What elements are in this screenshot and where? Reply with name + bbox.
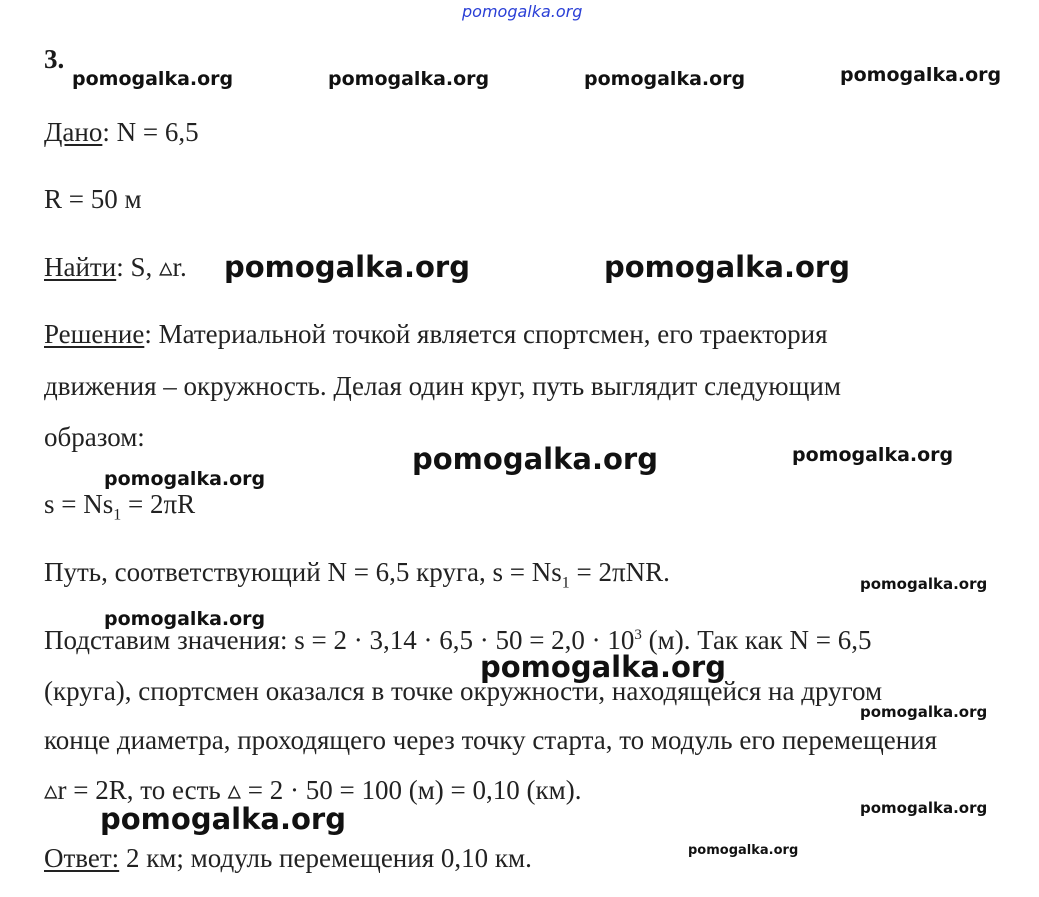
find-label: Найти — [44, 252, 117, 282]
formula1-part-b: = 2πR — [121, 489, 196, 519]
solution-line-3: образом: — [44, 422, 145, 452]
watermark: pomogalka.org — [840, 64, 1002, 86]
line5-superscript: 3 — [634, 627, 642, 643]
given-n: N = 6,5 — [116, 117, 199, 147]
watermark: pomogalka.org — [104, 468, 266, 490]
watermark: pomogalka.org — [100, 802, 346, 836]
watermark: pomogalka.org — [584, 68, 746, 90]
solution-label: Решение — [44, 319, 145, 349]
watermark: pomogalka.org — [72, 68, 234, 90]
given-r: R = 50 м — [44, 184, 142, 214]
solution-line-1: Решение: Материальной точкой является спортсмен, его траектория — [44, 319, 828, 349]
solution-line-8: ▵r = 2R, то есть ▵ = 2 · 50 = 100 (м) = 0,10 (км). — [44, 775, 582, 805]
watermark: pomogalka.org — [328, 68, 490, 90]
solution-line-4 — [44, 556, 670, 592]
solution-line-6: (круга), спортсмен оказался в точке окружности, находящейся на другом — [44, 676, 883, 706]
answer-block — [44, 842, 532, 874]
solution-line-2: движения – окружность. Делая один круг, путь выглядит следующим — [44, 371, 841, 401]
watermark: pomogalka.org — [412, 442, 658, 476]
solution-text-1: Материальной точкой является спортсмен, его траектория — [158, 319, 828, 349]
formula-path-one-lap — [44, 488, 196, 524]
answer-value: 2 км; модуль перемещения 0,10 км. — [119, 843, 532, 873]
formula1-subscript: 1 — [113, 506, 122, 524]
solution-line-7: конце диаметра, проходящего через точку старта, то модуль его перемещения — [44, 725, 938, 755]
header-watermark: pomogalka.org — [462, 2, 583, 21]
line4-subscript: 1 — [561, 574, 570, 592]
formula1-part-a: s = Ns — [44, 489, 114, 519]
watermark: pomogalka.org — [792, 444, 954, 466]
watermark: pomogalka.org — [688, 843, 799, 858]
watermark: pomogalka.org — [860, 799, 988, 817]
line5-part-b: (м). Так как N = 6,5 — [641, 625, 872, 655]
watermark: pomogalka.org — [104, 608, 266, 630]
line5-part-a: Подставим значения: s = 2 · 3,14 · 6,5 · 50 = 2,0 · 10 — [44, 625, 635, 655]
line4-part-a: Путь, соответствующий N = 6,5 круга, s = Ns — [44, 557, 562, 587]
watermark: pomogalka.org — [224, 250, 470, 284]
watermark: pomogalka.org — [860, 575, 988, 593]
line4-part-b: = 2πNR. — [569, 557, 670, 587]
task-number: 3. — [44, 44, 65, 74]
find-value: S, ▵r. — [130, 252, 187, 282]
given-block: Дано: N = 6,5 — [44, 117, 199, 147]
answer-label: Ответ: — [44, 843, 120, 873]
given-label: Дано — [44, 117, 103, 147]
watermark: pomogalka.org — [480, 650, 726, 684]
watermark: pomogalka.org — [860, 703, 988, 721]
watermark: pomogalka.org — [604, 250, 850, 284]
find-block: Найти: S, ▵r. — [44, 252, 187, 282]
